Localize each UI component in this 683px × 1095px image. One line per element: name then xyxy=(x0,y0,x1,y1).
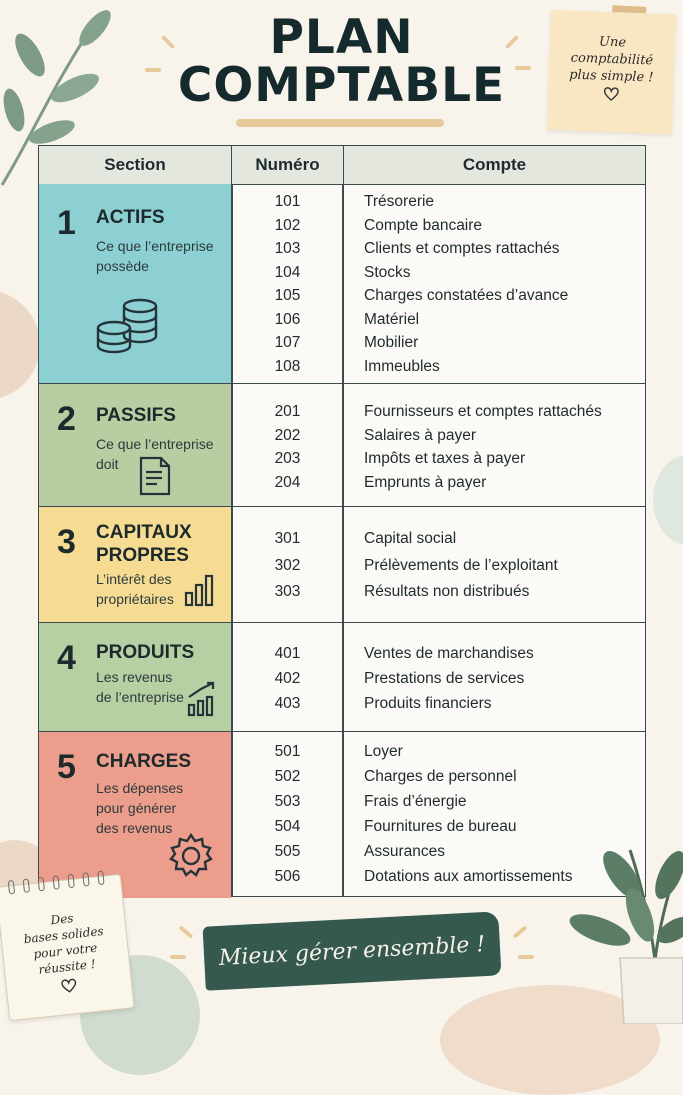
account-number: 107 xyxy=(274,334,301,351)
section-description-line: des revenus xyxy=(96,820,173,836)
notepad-line: pour votre xyxy=(32,940,98,962)
section-name xyxy=(96,750,191,773)
section-name-line: PROPRES xyxy=(96,545,189,566)
section-name-line: PASSIFS xyxy=(96,405,176,426)
table-row xyxy=(232,765,645,789)
account-number: 105 xyxy=(274,287,301,304)
title-underline xyxy=(236,119,444,127)
account-name: Emprunts à payer xyxy=(364,473,487,491)
account-number: 101 xyxy=(274,193,301,210)
table-row xyxy=(232,580,645,604)
table-row xyxy=(232,308,645,332)
account-name: Ventes de marchandises xyxy=(364,645,534,662)
section-name-line: ACTIFS xyxy=(96,207,165,228)
growth-chart-icon xyxy=(187,681,217,722)
section-description-line: pour générer xyxy=(96,800,177,816)
account-number: 102 xyxy=(274,216,301,234)
section-number: 1 xyxy=(57,204,76,242)
account-number: 501 xyxy=(274,743,301,760)
account-number: 201 xyxy=(274,403,301,420)
account-number: 106 xyxy=(274,310,301,328)
table-row xyxy=(232,667,645,691)
account-name: Impôts et taxes à payer xyxy=(364,450,526,467)
decor-spark xyxy=(515,66,531,70)
table-row xyxy=(232,790,645,814)
notepad xyxy=(0,874,135,1021)
section-description-line: Les dépenses xyxy=(96,780,184,796)
coins-icon xyxy=(94,296,160,363)
decor-spark xyxy=(170,955,186,959)
account-number: 103 xyxy=(274,240,301,257)
section-description-line: de l’entreprise xyxy=(96,689,184,705)
table-row xyxy=(232,527,645,551)
account-name: Produits financiers xyxy=(364,695,492,712)
account-number: 401 xyxy=(274,645,301,662)
account-name: Stocks xyxy=(364,263,411,281)
section-name-line: PRODUITS xyxy=(96,642,195,663)
account-name: Prélèvements de l’exploitant xyxy=(364,556,558,574)
heart-icon xyxy=(60,978,77,994)
notepad-line: réussite ! xyxy=(37,956,97,977)
account-rows xyxy=(232,384,645,507)
section-description-line: Les revenus xyxy=(96,669,173,685)
decor-blob xyxy=(0,290,40,400)
account-name: Salaires à payer xyxy=(364,426,477,444)
column-divider xyxy=(342,184,344,896)
table-row xyxy=(232,261,645,285)
section-description-line: Ce que l’entreprise xyxy=(96,436,214,452)
sticky-line: comptabilité xyxy=(570,50,654,69)
account-number: 506 xyxy=(274,868,301,885)
table-row xyxy=(232,447,645,471)
account-name: Fournisseurs et comptes rattachés xyxy=(364,403,602,420)
decor-blob xyxy=(653,455,683,545)
account-name: Frais d’énergie xyxy=(364,793,467,810)
account-number: 502 xyxy=(274,768,301,785)
section-name-line: CHARGES xyxy=(96,751,192,772)
account-name: Loyer xyxy=(364,743,403,760)
table-row xyxy=(232,424,645,448)
decor-spark xyxy=(145,68,161,72)
account-name: Assurances xyxy=(364,843,445,860)
account-name: Charges de personnel xyxy=(364,768,517,785)
account-number: 302 xyxy=(274,556,301,574)
potted-plant-icon xyxy=(560,830,683,1024)
account-name: Résultats non distribués xyxy=(364,583,530,600)
table-header xyxy=(39,146,645,185)
account-name: Fournitures de bureau xyxy=(364,818,517,835)
section-number: 4 xyxy=(57,639,76,677)
column-divider xyxy=(231,184,233,896)
account-name: Dotations aux amortissements xyxy=(364,868,573,885)
section-cell xyxy=(39,384,231,507)
sticky-line: plus simple ! xyxy=(568,67,654,86)
account-name: Immeubles xyxy=(364,357,440,375)
decor-spark xyxy=(513,925,528,938)
section-description-line: possède xyxy=(96,258,149,274)
account-number: 505 xyxy=(274,843,301,860)
section-description-line: Ce que l’entreprise xyxy=(96,238,214,254)
table-row xyxy=(232,692,645,716)
section-name-line: CAPITAUX xyxy=(96,522,192,543)
section-cell xyxy=(39,623,231,732)
sticky-note xyxy=(547,10,676,134)
account-name: Capital social xyxy=(364,530,457,547)
account-number: 202 xyxy=(274,426,301,444)
section-cell xyxy=(39,184,231,383)
decor-spark xyxy=(179,925,194,938)
document-icon xyxy=(137,456,171,501)
account-number: 303 xyxy=(274,583,301,600)
account-number: 204 xyxy=(274,473,301,491)
slogan-text: Mieux gérer ensemble ! xyxy=(218,931,486,971)
account-number: 402 xyxy=(274,670,301,687)
title-line-1: PLAN xyxy=(269,10,414,65)
section-description-line: propriétaires xyxy=(96,591,174,607)
account-number: 503 xyxy=(274,793,301,810)
table-row xyxy=(232,190,645,214)
gear-icon xyxy=(167,832,215,885)
account-number: 108 xyxy=(274,357,301,375)
section-name xyxy=(96,521,192,567)
decor-spark xyxy=(518,955,534,959)
account-name: Trésorerie xyxy=(364,193,435,210)
notepad-line: bases solides xyxy=(23,923,105,947)
section-description xyxy=(96,569,174,609)
account-number: 203 xyxy=(274,450,301,467)
section-description-line: L’intérêt des xyxy=(96,571,172,587)
section-description xyxy=(96,667,184,707)
title-line-2: COMPTABLE xyxy=(177,58,506,113)
account-number: 301 xyxy=(274,530,301,547)
sticky-line: Une xyxy=(598,34,627,51)
table-row xyxy=(232,284,645,308)
account-name: Mobilier xyxy=(364,334,419,351)
header-numero: Numéro xyxy=(232,146,344,184)
account-number: 504 xyxy=(274,818,301,835)
account-number: 403 xyxy=(274,695,301,712)
account-rows xyxy=(232,507,645,623)
section-number: 3 xyxy=(57,523,76,561)
header-section: Section xyxy=(39,146,232,184)
slogan-banner xyxy=(203,911,502,990)
section-name xyxy=(96,641,194,664)
section-name xyxy=(96,404,176,427)
table-row xyxy=(232,400,645,424)
heart-icon xyxy=(602,87,618,102)
account-number: 104 xyxy=(274,263,301,281)
section-cell xyxy=(39,507,231,623)
section-cell xyxy=(39,732,231,898)
section-number: 2 xyxy=(57,400,76,438)
table-row xyxy=(232,237,645,261)
header-compte: Compte xyxy=(462,155,527,174)
notepad-line: Des xyxy=(49,910,75,928)
table-row xyxy=(232,214,645,238)
accounts-table xyxy=(38,145,646,897)
account-name: Compte bancaire xyxy=(364,216,483,234)
account-rows xyxy=(232,184,645,383)
section-number: 5 xyxy=(57,748,76,786)
bar-chart-icon xyxy=(184,573,216,612)
table-row xyxy=(232,471,645,495)
table-row xyxy=(232,554,645,578)
section-description xyxy=(96,778,183,838)
account-rows xyxy=(232,623,645,732)
account-name: Charges constatées d’avance xyxy=(364,287,569,304)
account-name: Clients et comptes rattachés xyxy=(364,240,560,257)
table-row xyxy=(232,642,645,666)
account-name: Matériel xyxy=(364,310,420,328)
table-row xyxy=(232,355,645,379)
section-description-line: doit xyxy=(96,456,119,472)
table-row xyxy=(232,740,645,764)
section-name xyxy=(96,206,165,229)
section-description xyxy=(96,236,214,276)
account-name: Prestations de services xyxy=(364,670,525,687)
table-row xyxy=(232,331,645,355)
